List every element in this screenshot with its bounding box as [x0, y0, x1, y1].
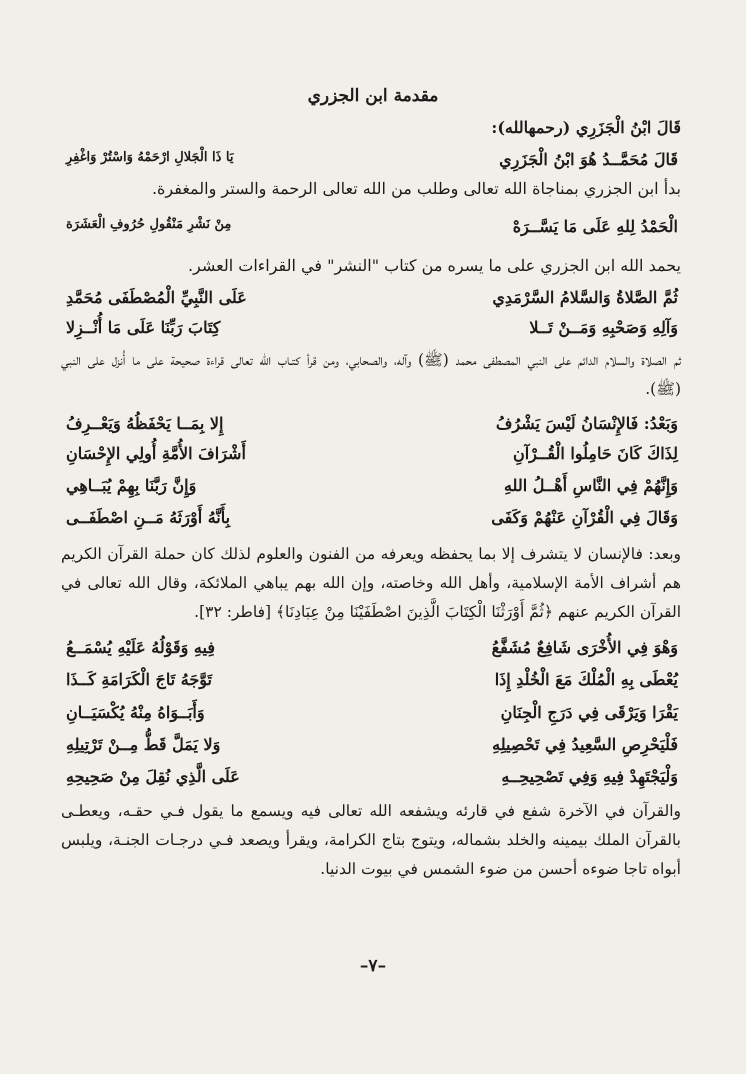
verse-first-hemistich: فَلْيَحْرِصِ السَّعِيدُ فِي تَحْصِيلِهِ — [492, 735, 678, 754]
verse-second-hemistich: أَشْرَافَ الأُمَّةِ أُولِي الإِحْسَانِ — [66, 444, 246, 463]
verse-line — [66, 318, 678, 344]
intro-label: قَالَ ابْنُ الْجَزَرِي (رحمهالله): — [491, 118, 681, 137]
verse-line — [66, 288, 678, 314]
explanation-paragraph: يحمد الله ابن الجزري على ما يسره من كتاب "النشر" في القراءات العشر. — [187, 256, 681, 275]
verse-first-hemistich: وَلْيَجْتَهِدْ فِيهِ وَفِي تَصْحِيحِــهِ — [501, 767, 678, 786]
verse-second-hemistich: بِأَنَّهُ أَوْرَثَهُ مَــنِ اصْطَفَــى — [66, 508, 231, 527]
verse-line — [66, 217, 678, 243]
page-title: مقدمة ابن الجزري — [307, 86, 439, 106]
verse-second-hemistich: وَأَبَــوَاهُ مِنْهُ يُكْسَيَــانِ — [66, 703, 205, 722]
verse-first-hemistich: وَآلِهِ وَصَحْبِهِ وَمَــنْ تَــلا — [529, 318, 678, 337]
verse-line — [66, 670, 678, 696]
explanation-paragraph: وبعد: فالإنسان لا يتشرف إلا بما يحفظه ويعرفه من الفنون والعلوم لذلك كان حملة القرآن الكريم هم أشراف الأمة الإسلامية، وأهل الله وخاصته، وإن الله بهم يباهي الملائكة، وقال الله تعالى في القرآن الكريم عنهم ﴿ثُمَّ أَوْرَثْنَا الْكِتَابَ الَّذِينَ اصْطَفَيْنَا مِنْ عِبَادِنَا﴾ [فاطر: ٣٢]. — [61, 545, 681, 621]
verse-second-hemistich: كِتَابَ رَبِّنَا عَلَى مَا أُنْــزِلا — [66, 318, 221, 337]
verse-line — [66, 767, 678, 793]
verse-first-hemistich: ثُمَّ الصَّلاةُ وَالسَّلامُ السَّرْمَدِي — [492, 288, 678, 307]
verse-second-hemistich: تَوَّجَهُ تَاجَ الْكَرَامَةِ كَــذَا — [66, 670, 212, 689]
explanation-paragraph: ثم الصلاة والسلام الدائم على النبي المصطفى محمد (ﷺ) وآله، والصحابي، ومن قرأ كتـاب الله تعالى قراءة صحيحة على ما أُنزل على النبي (ﷺ). — [61, 351, 681, 398]
verse-line — [66, 703, 678, 729]
verse-line — [66, 735, 678, 761]
explanation-paragraph: بدأ ابن الجزري بمناجاة الله تعالى وطلب من الله تعالى الرحمة والستر والمغفرة. — [151, 179, 681, 198]
verse-second-hemistich: وَلا يَمَلَّ قَطُّ مِــنْ تَرْتِيلِهِ — [66, 735, 221, 754]
explanation-paragraph: والقرآن في الآخرة شفع في قارئه ويشفعه الله تعالى فيه ويسمع ما يقول فـي حقـه، ويعطـى بالقرآن الملك بيمينه والخلد بشماله، ويتوج بتاج الكرامة، ويقرأ ويصعد فـي درجـات الجنـة، ويلبس أبواه تاجا ضوءه أحسن من ضوء الشمس في بيوت الدنيا. — [61, 802, 681, 878]
verse-second-hemistich: مِنْ نَشْرِ مَنْقُولِ حُرُوفِ الْعَشَرَة — [66, 217, 232, 232]
verse-line — [66, 150, 678, 176]
verse-first-hemistich: قَالَ مُحَمَّــدُ هُوَ ابْنُ الْجَزَرِي — [499, 150, 678, 169]
verse-second-hemistich: وَإِنَّ رَبَّنَا بِهِمْ يُبَــاهِي — [66, 476, 197, 495]
verse-first-hemistich: وَبَعْدُ: فَالإِنْسَانُ لَيْسَ يَشْرُفُ — [495, 414, 678, 433]
verse-line — [66, 476, 678, 502]
verse-line — [66, 414, 678, 440]
verse-second-hemistich: إِلا بِمَــا يَحْفَظُهُ وَيَعْــرِفُ — [66, 414, 224, 433]
verse-line — [66, 444, 678, 470]
verse-first-hemistich: وَإِنَّهُمْ فِي النَّاسِ أَهْــلُ اللهِ — [503, 476, 678, 495]
verse-first-hemistich: وَهْوَ فِي الأُخْرَى شَافِعٌ مُشَفَّعُ — [491, 638, 678, 657]
verse-first-hemistich: يَقْرَا وَيَرْقَى فِي دَرَجِ الْجِنَانِ — [500, 703, 678, 722]
verse-line — [66, 508, 678, 534]
verse-first-hemistich: لِذَاكَ كَانَ حَامِلُوا الْقُــرْآنِ — [512, 444, 678, 463]
verse-second-hemistich: يَا ذَا الْجَلالِ ارْحَمْهُ وَاسْتُرْ وَاغْفِرِ — [66, 150, 234, 165]
verse-second-hemistich: فِيهِ وَقَوْلُهُ عَلَيْهِ يُسْمَــعُ — [66, 638, 215, 657]
page-number: –٧– — [359, 956, 387, 976]
verse-first-hemistich: يُعْطَى بِهِ الْمُلْكَ مَعَ الْخُلْدِ إِذَا — [494, 670, 678, 689]
verse-first-hemistich: الْحَمْدُ لِلهِ عَلَى مَا يَسَّــرَهْ — [512, 217, 678, 236]
verse-line — [66, 638, 678, 664]
verse-second-hemistich: عَلَى الَّذِي نُقِلَ مِنْ صَحِيحِهِ — [66, 767, 240, 786]
verse-first-hemistich: وَقَالَ فِي الْقُرْآنِ عَنْهُمْ وَكَفَى — [491, 508, 678, 527]
verse-second-hemistich: عَلَى النَّبِيِّ الْمُصْطَفَى مُحَمَّدِ — [66, 288, 247, 307]
